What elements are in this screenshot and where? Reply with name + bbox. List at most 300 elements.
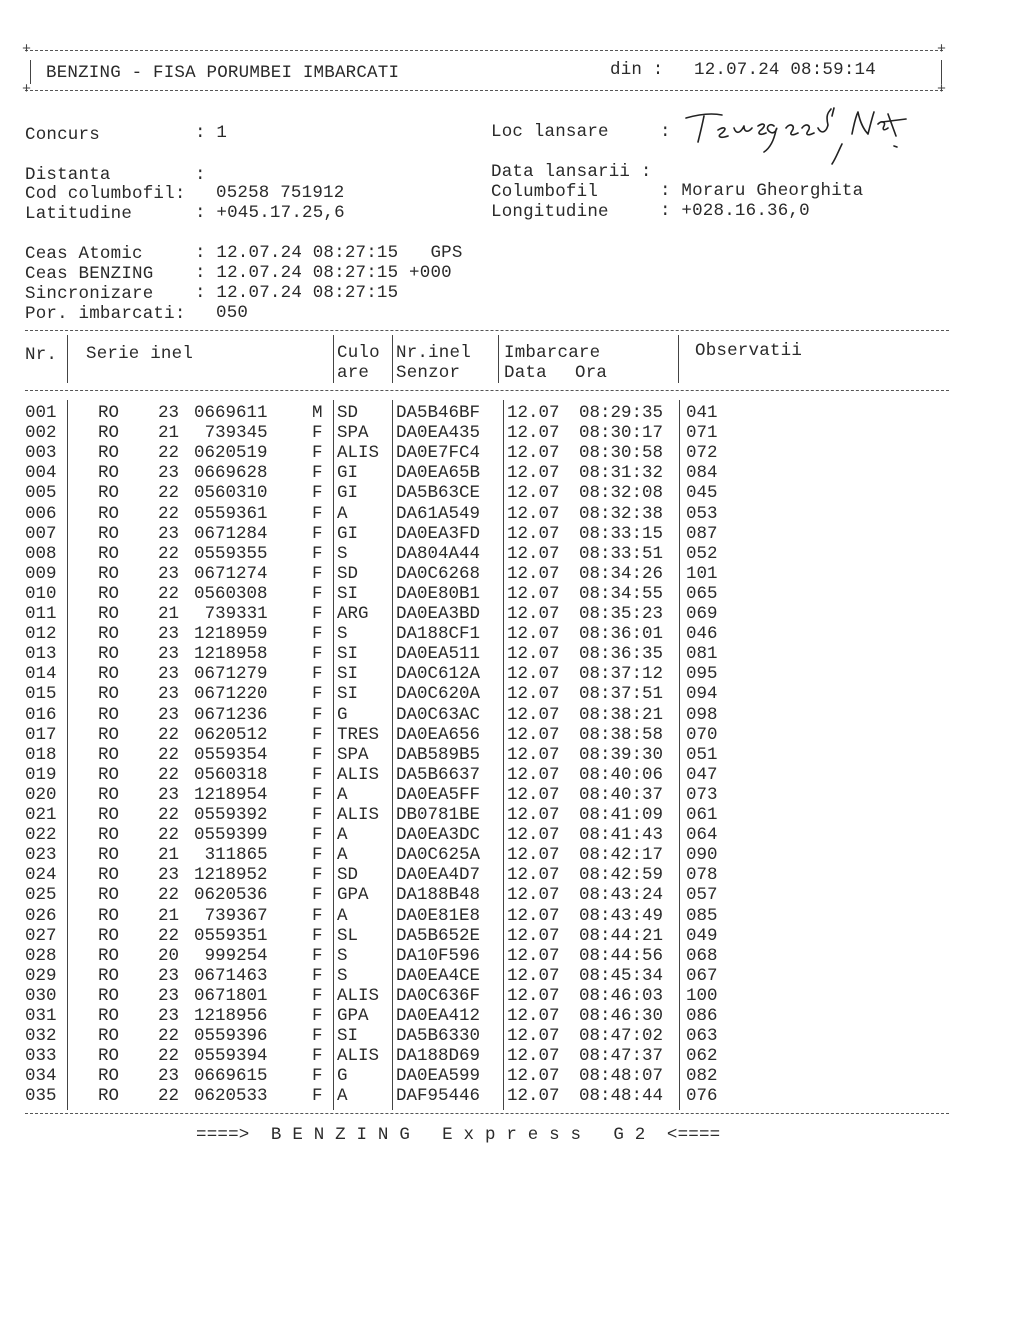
cell-sex: F bbox=[312, 825, 323, 846]
cell-nr: 007 bbox=[25, 523, 57, 544]
cell-nr: 029 bbox=[25, 965, 57, 986]
cell-nr: 031 bbox=[25, 1006, 57, 1026]
cell-sex: F bbox=[312, 945, 323, 966]
cell-an: 22 bbox=[158, 543, 180, 564]
table-row bbox=[0, 644, 1024, 664]
cell-sex: F bbox=[312, 845, 323, 866]
cell-data: 12.07 bbox=[507, 483, 560, 504]
concurs-label: Concurs bbox=[25, 125, 100, 145]
cell-data: 12.07 bbox=[507, 403, 560, 423]
table-row bbox=[0, 926, 1024, 946]
cell-senzor: DA0EA3FD bbox=[396, 523, 481, 544]
cell-senzor: DA0EA599 bbox=[396, 1066, 481, 1087]
table-row bbox=[0, 825, 1024, 845]
cell-inel: 1218958 bbox=[194, 644, 268, 665]
cell-tara: RO bbox=[98, 503, 120, 524]
ceas-atomic-label: Ceas Atomic bbox=[25, 244, 143, 264]
table-row bbox=[0, 785, 1024, 805]
cell-obs: 101 bbox=[686, 563, 718, 584]
cell-nr: 022 bbox=[25, 825, 57, 846]
cell-inel: 739345 bbox=[204, 423, 268, 444]
cell-tara: RO bbox=[98, 945, 120, 966]
table-row bbox=[0, 745, 1024, 765]
cell-tara: RO bbox=[98, 443, 120, 464]
cell-sex: F bbox=[312, 503, 323, 524]
cell-an: 22 bbox=[158, 744, 180, 765]
cell-an: 22 bbox=[158, 503, 180, 524]
cell-nr: 012 bbox=[25, 624, 57, 645]
cell-obs: 071 bbox=[686, 423, 718, 444]
ceas-atomic-value: : 12.07.24 08:27:15 GPS bbox=[195, 243, 463, 263]
cell-cul: A bbox=[337, 1086, 348, 1107]
cell-cul: SI bbox=[337, 664, 359, 685]
cell-cul: A bbox=[337, 784, 348, 805]
cell-obs: 062 bbox=[686, 1046, 718, 1067]
cell-ora: 08:38:58 bbox=[579, 724, 664, 745]
cell-an: 22 bbox=[158, 443, 180, 464]
cell-senzor: DA0E81E8 bbox=[396, 905, 481, 926]
cell-cul: ALIS bbox=[337, 985, 380, 1006]
cell-cul: SI bbox=[337, 583, 359, 604]
cell-nr: 003 bbox=[25, 443, 57, 464]
col-header-nrinel: Nr.inel bbox=[396, 343, 471, 363]
table-row bbox=[0, 986, 1024, 1006]
cell-obs: 051 bbox=[686, 744, 718, 765]
cell-obs: 090 bbox=[686, 845, 718, 866]
cell-cul: TRES bbox=[337, 724, 380, 745]
table-header-border bbox=[25, 390, 949, 391]
table-row bbox=[0, 906, 1024, 926]
header-bottom-border bbox=[25, 90, 943, 91]
cell-cul: S bbox=[337, 945, 348, 966]
cell-senzor: DA0EA65B bbox=[396, 463, 481, 484]
cell-an: 23 bbox=[158, 985, 180, 1006]
cell-obs: 084 bbox=[686, 463, 718, 484]
cell-an: 22 bbox=[158, 1026, 180, 1047]
cell-inel: 1218959 bbox=[194, 624, 268, 645]
cell-tara: RO bbox=[98, 403, 120, 423]
cell-obs: 049 bbox=[686, 925, 718, 946]
table-row bbox=[0, 725, 1024, 745]
cell-an: 23 bbox=[158, 463, 180, 484]
cell-data: 12.07 bbox=[507, 764, 560, 785]
col-header-serie: Serie inel bbox=[86, 344, 194, 364]
header-top-border bbox=[25, 50, 943, 51]
table-row bbox=[0, 463, 1024, 483]
cell-senzor: DA0C636F bbox=[396, 985, 481, 1006]
cell-senzor: DA0C6268 bbox=[396, 563, 481, 584]
cell-obs: 068 bbox=[686, 945, 718, 966]
cell-ora: 08:33:51 bbox=[579, 543, 664, 564]
cell-inel: 0560310 bbox=[194, 483, 268, 504]
cell-cul: G bbox=[337, 1066, 348, 1087]
cell-tara: RO bbox=[98, 965, 120, 986]
cell-an: 22 bbox=[158, 724, 180, 745]
table-row bbox=[0, 845, 1024, 865]
col-header-data: Data bbox=[504, 363, 547, 383]
cell-inel: 1218956 bbox=[194, 1006, 268, 1026]
cell-sex: F bbox=[312, 1006, 323, 1026]
cell-sex: F bbox=[312, 543, 323, 564]
table-row bbox=[0, 966, 1024, 986]
cell-cul: GI bbox=[337, 523, 359, 544]
table-col-divider bbox=[67, 335, 68, 383]
cell-sex: F bbox=[312, 1046, 323, 1067]
cell-senzor: DA188D69 bbox=[396, 1046, 481, 1067]
cell-senzor: DA61A549 bbox=[396, 503, 481, 524]
table-row bbox=[0, 584, 1024, 604]
table-row bbox=[0, 705, 1024, 725]
cell-nr: 024 bbox=[25, 865, 57, 886]
cell-sex: F bbox=[312, 523, 323, 544]
cell-tara: RO bbox=[98, 583, 120, 604]
cell-ora: 08:39:30 bbox=[579, 744, 664, 765]
cell-obs: 045 bbox=[686, 483, 718, 504]
cell-ora: 08:37:51 bbox=[579, 684, 664, 705]
cell-tara: RO bbox=[98, 1026, 120, 1047]
cell-nr: 035 bbox=[25, 1086, 57, 1107]
cell-senzor: DA0EA656 bbox=[396, 724, 481, 745]
cell-cul: SL bbox=[337, 925, 359, 946]
cell-inel: 0559392 bbox=[194, 805, 268, 825]
cell-data: 12.07 bbox=[507, 624, 560, 645]
cell-ora: 08:32:38 bbox=[579, 503, 664, 524]
cell-data: 12.07 bbox=[507, 543, 560, 564]
cell-cul: A bbox=[337, 503, 348, 524]
cell-inel: 0620519 bbox=[194, 443, 268, 464]
cell-inel: 1218954 bbox=[194, 784, 268, 805]
cell-data: 12.07 bbox=[507, 583, 560, 604]
cell-an: 22 bbox=[158, 885, 180, 906]
cell-an: 23 bbox=[158, 523, 180, 544]
cell-cul: SI bbox=[337, 684, 359, 705]
ceas-benzing-label: Ceas BENZING bbox=[25, 264, 154, 284]
cell-inel: 1218952 bbox=[194, 865, 268, 886]
cell-inel: 0559361 bbox=[194, 503, 268, 524]
cell-sex: F bbox=[312, 784, 323, 805]
cell-data: 12.07 bbox=[507, 1066, 560, 1087]
cell-data: 12.07 bbox=[507, 684, 560, 705]
cell-sex: F bbox=[312, 443, 323, 464]
cell-an: 23 bbox=[158, 664, 180, 685]
cell-sex: F bbox=[312, 423, 323, 444]
cell-ora: 08:43:49 bbox=[579, 905, 664, 926]
cell-cul: ALIS bbox=[337, 805, 380, 825]
cell-ora: 08:37:12 bbox=[579, 664, 664, 685]
cell-obs: 047 bbox=[686, 764, 718, 785]
cell-obs: 081 bbox=[686, 644, 718, 665]
cell-an: 23 bbox=[158, 865, 180, 886]
table-col-divider bbox=[503, 400, 504, 1110]
corner-mark: + bbox=[22, 41, 32, 58]
cell-obs: 053 bbox=[686, 503, 718, 524]
cell-inel: 311865 bbox=[204, 845, 268, 866]
cell-data: 12.07 bbox=[507, 885, 560, 906]
cell-cul: ALIS bbox=[337, 764, 380, 785]
cell-nr: 002 bbox=[25, 423, 57, 444]
cell-senzor: DA5B652E bbox=[396, 925, 481, 946]
cell-senzor: DA0EA5FF bbox=[396, 784, 481, 805]
cell-inel: 0559355 bbox=[194, 543, 268, 564]
table-top-border bbox=[25, 330, 949, 331]
cell-nr: 025 bbox=[25, 885, 57, 906]
cell-tara: RO bbox=[98, 845, 120, 866]
cell-senzor: DA0EA412 bbox=[396, 1006, 481, 1026]
table-row bbox=[0, 423, 1024, 443]
cell-data: 12.07 bbox=[507, 1046, 560, 1067]
cell-ora: 08:33:15 bbox=[579, 523, 664, 544]
cell-ora: 08:32:08 bbox=[579, 483, 664, 504]
cell-sex: F bbox=[312, 463, 323, 484]
cell-obs: 064 bbox=[686, 825, 718, 846]
document-title: BENZING - FISA PORUMBEI IMBARCATI bbox=[46, 63, 400, 83]
cell-an: 22 bbox=[158, 825, 180, 846]
cell-tara: RO bbox=[98, 724, 120, 745]
cell-sex: F bbox=[312, 965, 323, 986]
cell-data: 12.07 bbox=[507, 503, 560, 524]
table-row bbox=[0, 1066, 1024, 1086]
table-col-divider bbox=[333, 335, 334, 383]
table-col-divider bbox=[392, 400, 393, 1110]
cell-an: 23 bbox=[158, 684, 180, 705]
cell-sex: F bbox=[312, 865, 323, 886]
cell-nr: 020 bbox=[25, 784, 57, 805]
cell-tara: RO bbox=[98, 483, 120, 504]
cell-obs: 076 bbox=[686, 1086, 718, 1107]
col-header-culoare: Culo bbox=[337, 343, 380, 363]
cell-obs: 085 bbox=[686, 905, 718, 926]
por-imbarcati-label: Por. imbarcati: bbox=[25, 304, 186, 324]
cell-sex: F bbox=[312, 644, 323, 665]
cell-ora: 08:45:34 bbox=[579, 965, 664, 986]
cell-inel: 0560318 bbox=[194, 764, 268, 785]
cell-cul: ALIS bbox=[337, 1046, 380, 1067]
col-header-nr: Nr. bbox=[25, 345, 58, 365]
cell-sex: F bbox=[312, 604, 323, 624]
table-row bbox=[0, 805, 1024, 825]
cod-columbofil-label: Cod columbofil: bbox=[25, 184, 186, 204]
cell-senzor: DAB589B5 bbox=[396, 744, 481, 765]
cell-nr: 009 bbox=[25, 563, 57, 584]
cell-sex: F bbox=[312, 1026, 323, 1047]
cell-data: 12.07 bbox=[507, 423, 560, 444]
cell-nr: 019 bbox=[25, 764, 57, 785]
cell-cul: GI bbox=[337, 463, 359, 484]
cell-tara: RO bbox=[98, 1046, 120, 1067]
cell-senzor: DA0EA3BD bbox=[396, 604, 481, 624]
cell-obs: 078 bbox=[686, 865, 718, 886]
cell-inel: 0671220 bbox=[194, 684, 268, 705]
cell-senzor: DB0781BE bbox=[396, 805, 481, 825]
cell-cul: SD bbox=[337, 865, 359, 886]
cell-obs: 069 bbox=[686, 604, 718, 624]
cell-cul: A bbox=[337, 825, 348, 846]
table-row bbox=[0, 684, 1024, 704]
cell-nr: 008 bbox=[25, 543, 57, 564]
cell-data: 12.07 bbox=[507, 704, 560, 725]
cell-obs: 063 bbox=[686, 1026, 718, 1047]
cell-ora: 08:48:07 bbox=[579, 1066, 664, 1087]
table-col-divider bbox=[678, 335, 679, 383]
cell-data: 12.07 bbox=[507, 865, 560, 886]
cell-ora: 08:42:59 bbox=[579, 865, 664, 886]
cell-obs: 061 bbox=[686, 805, 718, 825]
cell-data: 12.07 bbox=[507, 825, 560, 846]
cell-cul: ARG bbox=[337, 604, 369, 624]
cell-inel: 0671463 bbox=[194, 965, 268, 986]
cell-sex: F bbox=[312, 483, 323, 504]
cell-ora: 08:44:56 bbox=[579, 945, 664, 966]
cell-tara: RO bbox=[98, 865, 120, 886]
cell-nr: 017 bbox=[25, 724, 57, 745]
longitudine-label: Longitudine bbox=[491, 202, 609, 222]
cell-tara: RO bbox=[98, 905, 120, 926]
cell-senzor: DA0EA511 bbox=[396, 644, 481, 665]
cell-nr: 010 bbox=[25, 583, 57, 604]
cell-nr: 032 bbox=[25, 1026, 57, 1047]
cell-inel: 739367 bbox=[204, 905, 268, 926]
cell-inel: 0559351 bbox=[194, 925, 268, 946]
cell-sex: F bbox=[312, 744, 323, 765]
cell-ora: 08:34:26 bbox=[579, 563, 664, 584]
cell-obs: 082 bbox=[686, 1066, 718, 1087]
cell-senzor: DAF95446 bbox=[396, 1086, 481, 1107]
cell-cul: S bbox=[337, 965, 348, 986]
cell-data: 12.07 bbox=[507, 985, 560, 1006]
cell-obs: 072 bbox=[686, 443, 718, 464]
cell-sex: F bbox=[312, 805, 323, 825]
cell-inel: 0669628 bbox=[194, 463, 268, 484]
cell-cul: S bbox=[337, 543, 348, 564]
cell-an: 22 bbox=[158, 1086, 180, 1107]
cell-inel: 0559396 bbox=[194, 1026, 268, 1047]
cell-ora: 08:47:37 bbox=[579, 1046, 664, 1067]
corner-mark: + bbox=[937, 41, 947, 58]
cell-obs: 098 bbox=[686, 704, 718, 725]
cell-sex: F bbox=[312, 583, 323, 604]
cell-cul: ALIS bbox=[337, 443, 380, 464]
cell-cul: SD bbox=[337, 563, 359, 584]
cell-sex: F bbox=[312, 704, 323, 725]
cell-inel: 0669615 bbox=[194, 1066, 268, 1087]
corner-mark: + bbox=[22, 81, 32, 98]
table-row bbox=[0, 1086, 1024, 1106]
cell-an: 23 bbox=[158, 1066, 180, 1087]
cell-sex: F bbox=[312, 905, 323, 926]
cell-ora: 08:30:17 bbox=[579, 423, 664, 444]
cell-an: 21 bbox=[158, 423, 180, 444]
cell-sex: M bbox=[312, 403, 323, 423]
cell-an: 22 bbox=[158, 805, 180, 825]
cell-tara: RO bbox=[98, 543, 120, 564]
cell-nr: 016 bbox=[25, 704, 57, 725]
cell-senzor: DA0EA435 bbox=[396, 423, 481, 444]
cell-obs: 095 bbox=[686, 664, 718, 685]
cell-nr: 028 bbox=[25, 945, 57, 966]
cell-data: 12.07 bbox=[507, 845, 560, 866]
cell-cul: A bbox=[337, 845, 348, 866]
cell-ora: 08:34:55 bbox=[579, 583, 664, 604]
cell-data: 12.07 bbox=[507, 784, 560, 805]
cell-senzor: DA10F596 bbox=[396, 945, 481, 966]
cell-tara: RO bbox=[98, 764, 120, 785]
cell-an: 21 bbox=[158, 604, 180, 624]
cell-tara: RO bbox=[98, 925, 120, 946]
cell-an: 23 bbox=[158, 403, 180, 423]
cell-inel: 0620533 bbox=[194, 1086, 268, 1107]
col-header-culoare-2: are bbox=[337, 363, 370, 383]
concurs-value: : 1 bbox=[195, 123, 228, 143]
cell-obs: 073 bbox=[686, 784, 718, 805]
cell-ora: 08:29:35 bbox=[579, 403, 664, 423]
col-header-ora: Ora bbox=[575, 363, 608, 383]
cell-data: 12.07 bbox=[507, 463, 560, 484]
cell-data: 12.07 bbox=[507, 523, 560, 544]
cell-ora: 08:30:58 bbox=[579, 443, 664, 464]
cell-tara: RO bbox=[98, 563, 120, 584]
table-col-divider bbox=[392, 335, 393, 383]
cell-data: 12.07 bbox=[507, 945, 560, 966]
cell-cul: SD bbox=[337, 403, 359, 423]
cell-senzor: DA0C63AC bbox=[396, 704, 481, 725]
cell-cul: G bbox=[337, 704, 348, 725]
cell-tara: RO bbox=[98, 1086, 120, 1107]
latitudine-label: Latitudine bbox=[25, 204, 133, 224]
distanta-label: Distanta bbox=[25, 165, 111, 185]
columbofil-value: : Moraru Gheorghita bbox=[660, 181, 864, 201]
cell-senzor: DA804A44 bbox=[396, 543, 481, 564]
table-row bbox=[0, 443, 1024, 463]
table-row bbox=[0, 624, 1024, 644]
cell-senzor: DA0EA4D7 bbox=[396, 865, 481, 886]
cell-tara: RO bbox=[98, 1066, 120, 1087]
cell-data: 12.07 bbox=[507, 744, 560, 765]
sincronizare-label: Sincronizare bbox=[25, 284, 154, 304]
cell-tara: RO bbox=[98, 423, 120, 444]
cell-sex: F bbox=[312, 624, 323, 645]
cell-ora: 08:42:17 bbox=[579, 845, 664, 866]
cell-nr: 027 bbox=[25, 925, 57, 946]
cell-obs: 070 bbox=[686, 724, 718, 745]
cell-nr: 030 bbox=[25, 985, 57, 1006]
cell-cul: SI bbox=[337, 644, 359, 665]
cell-obs: 100 bbox=[686, 985, 718, 1006]
cell-cul: SI bbox=[337, 1026, 359, 1047]
ceas-benzing-value: : 12.07.24 08:27:15 +000 bbox=[195, 263, 452, 283]
cell-senzor: DA5B6637 bbox=[396, 764, 481, 785]
table-row bbox=[0, 1006, 1024, 1026]
cell-ora: 08:41:43 bbox=[579, 825, 664, 846]
cell-ora: 08:47:02 bbox=[579, 1026, 664, 1047]
cell-an: 23 bbox=[158, 784, 180, 805]
cell-inel: 0620536 bbox=[194, 885, 268, 906]
cell-data: 12.07 bbox=[507, 443, 560, 464]
cell-inel: 0671274 bbox=[194, 563, 268, 584]
cell-sex: F bbox=[312, 985, 323, 1006]
cell-senzor: DA5B63CE bbox=[396, 483, 481, 504]
table-row bbox=[0, 483, 1024, 503]
cell-data: 12.07 bbox=[507, 805, 560, 825]
cell-ora: 08:36:01 bbox=[579, 624, 664, 645]
cell-data: 12.07 bbox=[507, 905, 560, 926]
cell-senzor: DA0EA4CE bbox=[396, 965, 481, 986]
cell-inel: 999254 bbox=[204, 945, 268, 966]
loc-lansare-label: Loc lansare bbox=[491, 122, 609, 142]
cell-inel: 739331 bbox=[204, 604, 268, 624]
cell-cul: S bbox=[337, 624, 348, 645]
din-label: din : bbox=[610, 60, 664, 80]
cell-an: 21 bbox=[158, 905, 180, 926]
